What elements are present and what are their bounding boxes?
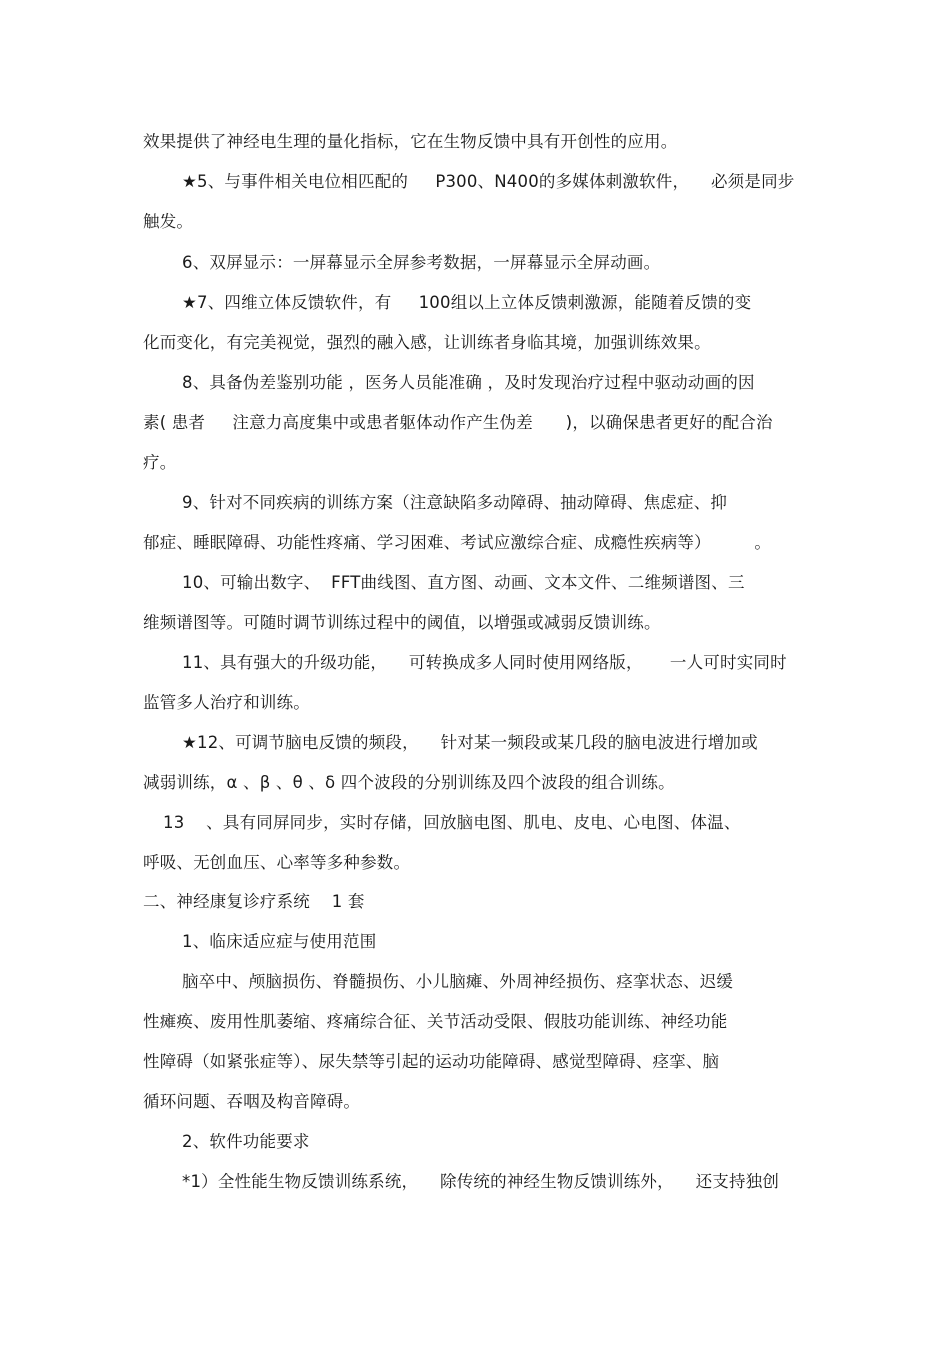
text-line-5: ★7、四维立体反馈软件，有 100组以上立体反馈刺激源，能随着反馈的变	[182, 293, 752, 312]
text-line-3: 触发。	[143, 212, 194, 231]
text-line-6: 化而变化，有完美视觉，强烈的融入感，让训练者身临其境，加强训练效果。	[143, 333, 711, 352]
text-line-27: *1）全性能生物反馈训练系统， 除传统的神经生物反馈训练外， 还支持独创	[182, 1172, 780, 1191]
text-line-22: 脑卒中、颅脑损伤、脊髓损伤、小儿脑瘫、外周神经损伤、痉挛状态、迟缓	[182, 972, 734, 991]
text-line-16: ★12、可调节脑电反馈的频段， 针对某一频段或某几段的脑电波进行增加或	[182, 733, 758, 752]
text-line-10: 9、针对不同疾病的训练方案（注意缺陷多动障碍、抽动障碍、焦虑症、抑	[182, 493, 728, 512]
text-line-23: 性瘫痪、废用性肌萎缩、疼痛综合征、关节活动受限、假肢功能训练、神经功能	[143, 1012, 728, 1031]
text-line-15: 监管多人治疗和训练。	[143, 693, 310, 712]
text-line-13: 维频谱图等。可随时调节训练过程中的阈值，以增强或减弱反馈训练。	[143, 613, 661, 632]
text-line-17: 减弱训练，α 、β 、θ 、δ 四个波段的分别训练及四个波段的组合训练。	[143, 773, 675, 792]
text-line-7: 8、具备伪差鉴别功能 ，医务人员能准确 ，及时发现治疗过程中驱动动画的因	[182, 373, 755, 392]
text-line-9: 疗。	[143, 453, 177, 472]
text-line-14: 11、具有强大的升级功能， 可转换成多人同时使用网络版， 一人可时实同时	[182, 653, 787, 672]
section-heading: 二、神经康复诊疗系统 1 套	[143, 892, 365, 911]
text-line-8: 素( 患者 注意力高度集中或患者躯体动作产生伪差 )，以确保患者更好的配合治	[143, 413, 773, 432]
text-line-25: 循环问题、吞咽及构音障碍。	[143, 1092, 361, 1111]
text-line-24: 性障碍（如紧张症等）、尿失禁等引起的运动功能障碍、感觉型障碍、痉挛、脑	[143, 1052, 720, 1071]
subsection-heading-2: 2、软件功能要求	[182, 1132, 310, 1151]
subsection-heading-1: 1、临床适应症与使用范围	[182, 932, 377, 951]
text-line-2: ★5、与事件相关电位相匹配的 P300、N400的多媒体刺激软件， 必须是同步	[182, 172, 795, 191]
text-line-11: 郁症、睡眠障碍、功能性疼痛、学习困难、考试应激综合症、成瘾性疾病等） 。	[143, 533, 772, 552]
text-line-19: 呼吸、无创血压、心率等多种参数。	[143, 853, 411, 872]
text-line-1: 效果提供了神经电生理的量化指标，它在生物反馈中具有开创性的应用。	[143, 132, 678, 151]
text-line-18: 13 、具有同屏同步，实时存储，回放脑电图、肌电、皮电、心电图、体温、	[163, 813, 741, 832]
text-line-4: 6、双屏显示：一屏幕显示全屏参考数据，一屏幕显示全屏动画。	[182, 253, 661, 272]
text-line-12: 10、可输出数字、 FFT曲线图、直方图、动画、文本文件、二维频谱图、三	[182, 573, 745, 592]
